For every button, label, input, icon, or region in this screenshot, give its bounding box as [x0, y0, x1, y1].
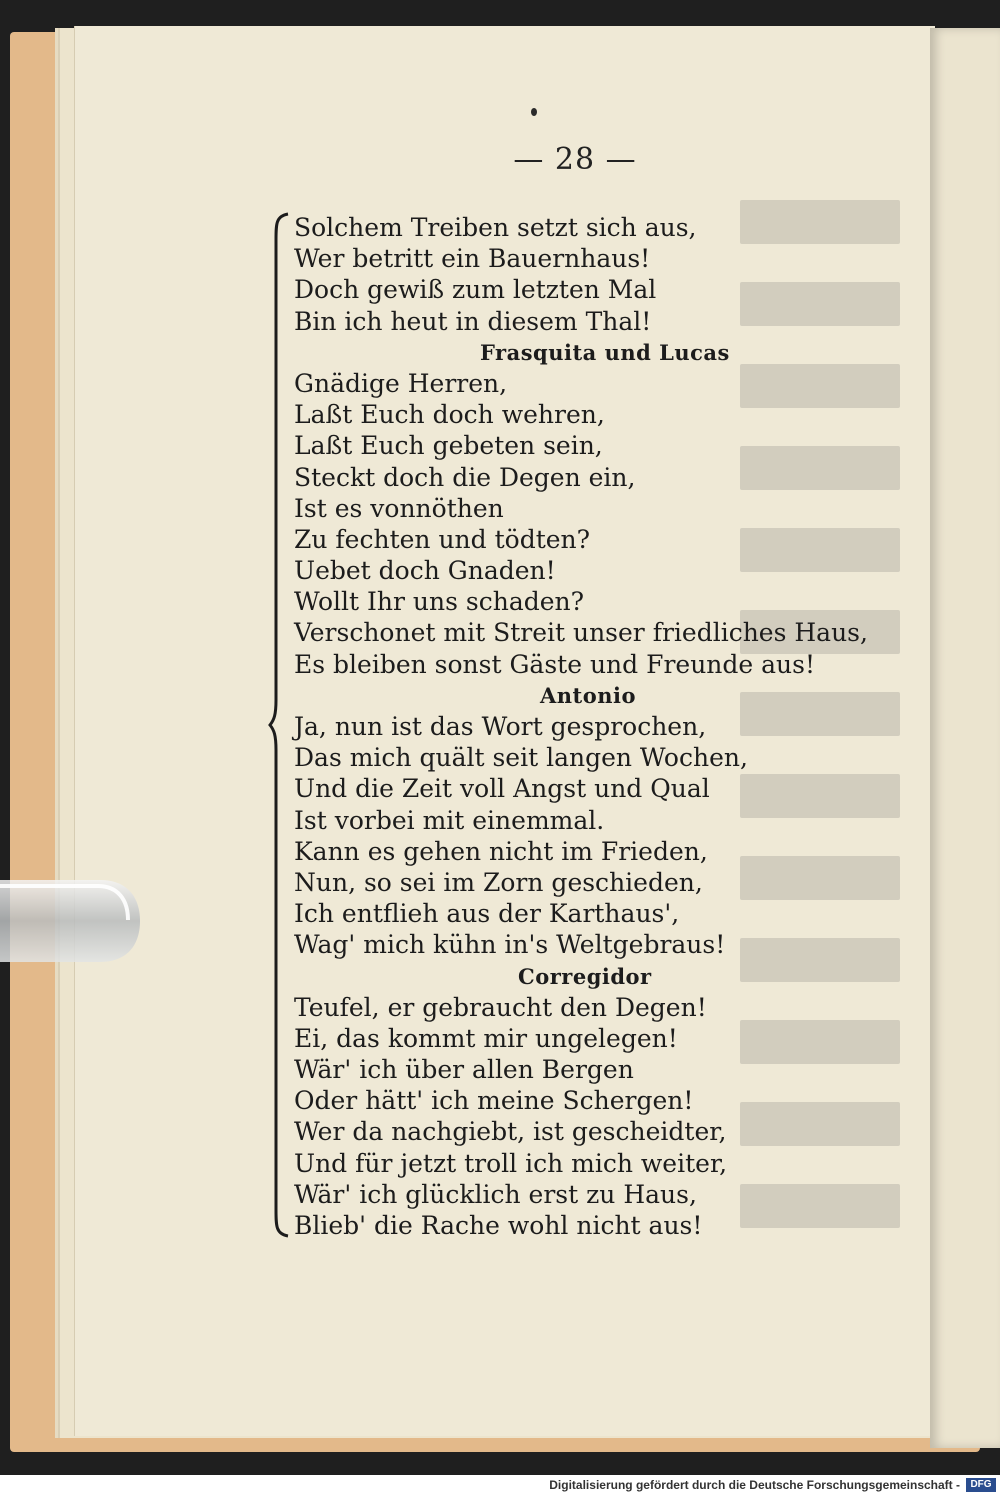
verse-line: Laßt Euch gebeten sein,: [294, 431, 603, 461]
verse-line: Ich entflieh aus der Karthaus',: [294, 899, 680, 929]
verse-line: Laßt Euch doch wehren,: [294, 400, 605, 430]
speaker-heading: Antonio: [540, 682, 637, 708]
stanza: [294, 212, 854, 337]
verse-line: Wär' ich glücklich erst zu Haus,: [294, 1179, 697, 1209]
verse-line: Steckt doch die Degen ein,: [294, 462, 636, 492]
verse-line: Teufel, er gebraucht den Degen!: [294, 992, 707, 1022]
verse-line: Wollt Ihr uns schaden?: [294, 587, 585, 617]
left-brace: [268, 210, 292, 1240]
verse-line: Es bleiben sonst Gäste und Freunde aus!: [294, 649, 816, 679]
verse-line: Blieb' die Rache wohl nicht aus!: [294, 1211, 703, 1240]
facing-page-edge: [930, 28, 1000, 1448]
verse-line: Ist vorbei mit einemmal.: [294, 805, 605, 835]
verse-line: Und für jetzt troll ich mich weiter,: [294, 1148, 728, 1178]
verse-line: Verschonet mit Streit unser friedliches Haus,: [294, 618, 868, 648]
glass-page-holder: [0, 876, 140, 966]
dfg-logo: DFG: [966, 1478, 996, 1492]
verse-line: Das mich quält seit langen Wochen,: [294, 743, 748, 773]
page-number: — 28 —: [513, 142, 637, 177]
speaker-heading: Frasquita und Lucas: [480, 339, 730, 365]
verse-line: Ei, das kommt mir ungelegen!: [294, 1023, 678, 1053]
verse-line: Wer betritt ein Bauernhaus!: [294, 244, 651, 274]
verse-line: Ja, nun ist das Wort gesprochen,: [294, 712, 707, 741]
verse-line: Wag' mich kühn in's Weltgebraus!: [294, 930, 726, 960]
stanza: [294, 961, 854, 1242]
speaker-heading: Corregidor: [518, 963, 652, 989]
verse-line: Ist es vonnöthen: [294, 493, 504, 523]
verse-line: Bin ich heut in diesem Thal!: [294, 306, 652, 336]
verse-line: Und die Zeit voll Angst und Qual: [294, 774, 710, 804]
verse-line: Oder hätt' ich meine Schergen!: [294, 1086, 694, 1116]
verse-line: Kann es gehen nicht im Frieden,: [294, 836, 708, 866]
verse-line: Solchem Treiben setzt sich aus,: [294, 213, 697, 242]
funding-credit: Digitalisierung gefördert durch die Deutsche Forschungsgemeinschaft -: [549, 1478, 960, 1492]
verse-line: Nun, so sei im Zorn geschieden,: [294, 867, 703, 897]
verse-line: Wer da nachgiebt, ist gescheidter,: [294, 1117, 727, 1147]
verse-line: Doch gewiß zum letzten Mal: [294, 275, 657, 305]
stanza: [294, 680, 854, 961]
verse-line: Wär' ich über allen Bergen: [294, 1055, 634, 1085]
verse-line: Uebet doch Gnaden!: [294, 556, 556, 586]
verse-line: Gnädige Herren,: [294, 368, 508, 398]
digitization-footer: [0, 1475, 1000, 1496]
verse-line: Zu fechten und tödten?: [294, 524, 591, 554]
verse-text: [294, 212, 868, 1241]
stanza: [294, 337, 868, 680]
ink-dot: [531, 108, 537, 116]
